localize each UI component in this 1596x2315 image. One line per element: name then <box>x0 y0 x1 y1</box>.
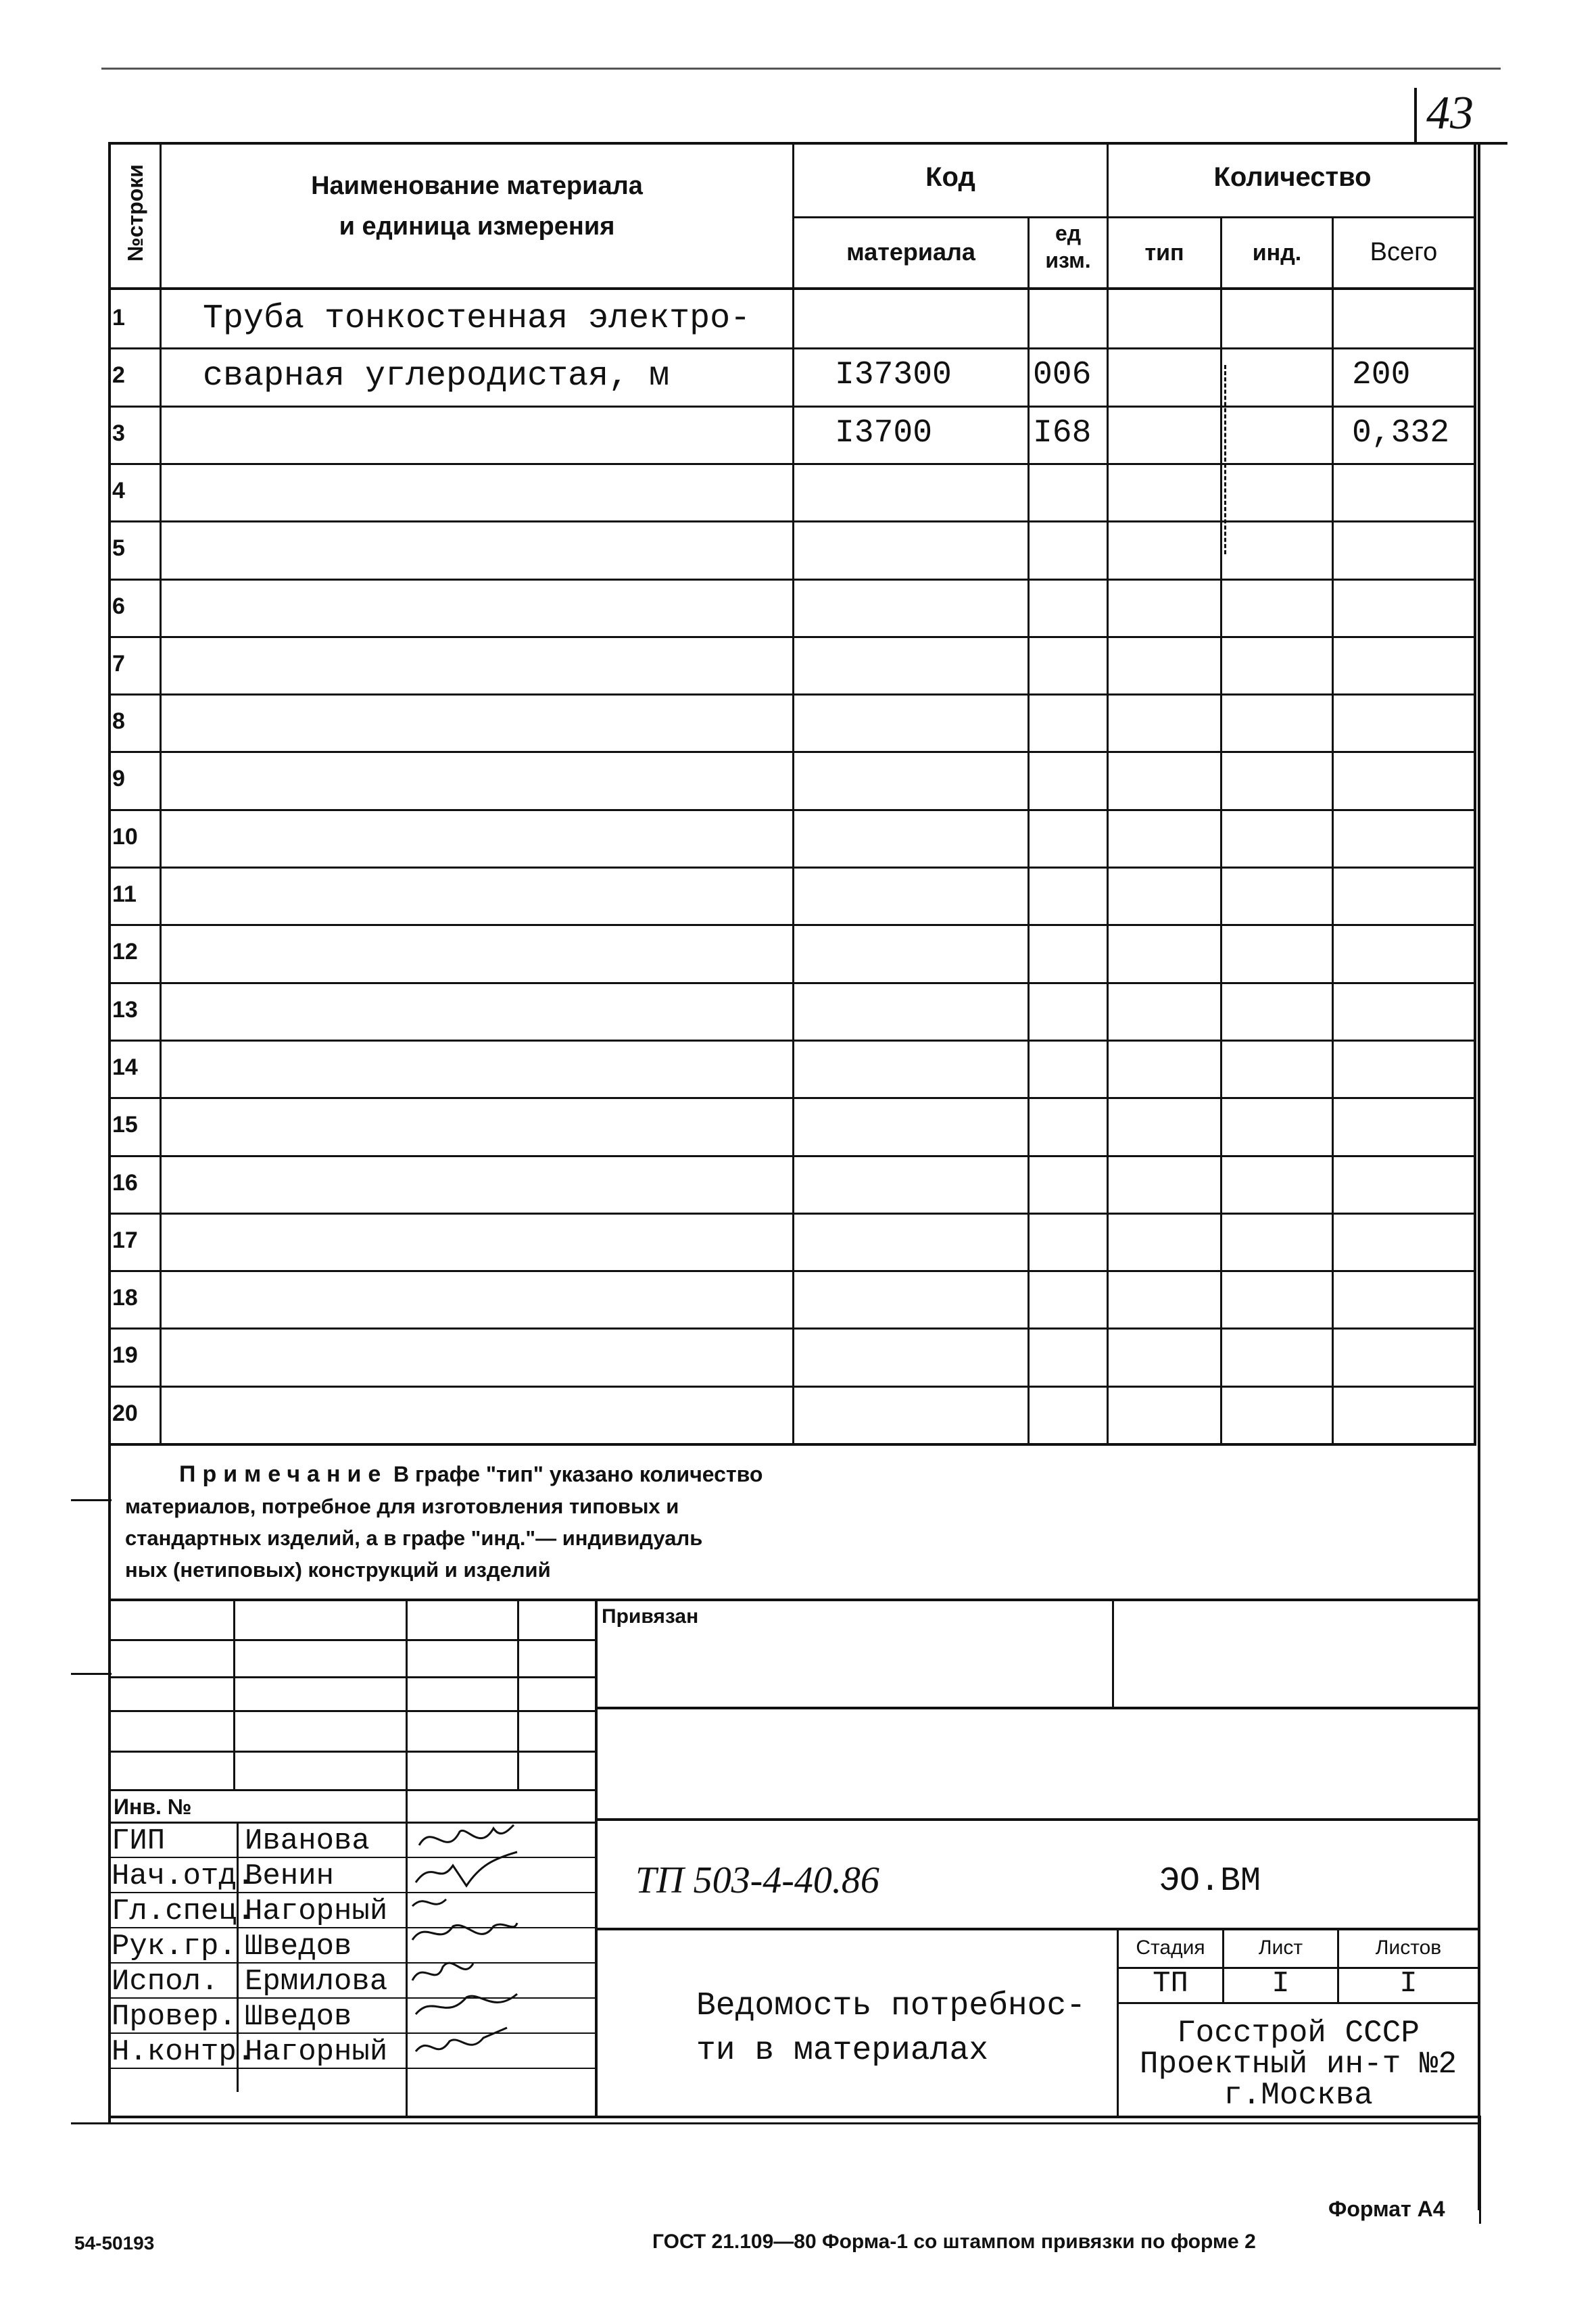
note-title: Примечание <box>179 1461 388 1487</box>
signatory-name: Шведов <box>245 1930 352 1964</box>
signatory-role: Гл.спец. <box>112 1895 255 1928</box>
row-number: 3 <box>112 420 125 446</box>
sheets-label: Листов <box>1375 1936 1442 1959</box>
signatory-role: Провер. <box>112 2000 237 2034</box>
doc-suffix: ЭО.ВМ <box>1159 1862 1261 1901</box>
row-number: 17 <box>112 1227 138 1253</box>
qty-type-header: тип <box>1144 240 1184 266</box>
code-material-header: материала <box>846 238 975 266</box>
signatory-name: Ермилова <box>245 1965 388 1999</box>
qty-total-header: Всего <box>1370 238 1438 266</box>
qty-ind-header: инд. <box>1252 240 1302 266</box>
row-number: 7 <box>112 651 125 677</box>
row-number: 18 <box>112 1285 138 1311</box>
sheet-title: Ведомость потребнос- ти в материалах <box>696 1988 1086 2069</box>
format-label: Формат А4 <box>1328 2197 1445 2221</box>
sheet-label: Лист <box>1258 1936 1303 1959</box>
stage-value: ТП <box>1153 1967 1188 2001</box>
material-code: I37300 <box>835 357 952 393</box>
material-code: I3700 <box>835 415 933 452</box>
gost-footer: ГОСТ 21.109—80 Форма-1 со штампом привязки по форме 2 <box>652 2231 1256 2253</box>
signatures-graphic <box>406 1818 521 2102</box>
row-number: 14 <box>112 1054 138 1080</box>
quantity-header: Количество <box>1213 162 1372 192</box>
code-header: Код <box>925 162 975 192</box>
signatory-name: Шведов <box>245 2000 352 2034</box>
signatory-name: Нагорный <box>245 1895 388 1928</box>
inv-number-label: Инв. № <box>114 1795 192 1819</box>
material-name: Труба тонкостенная электро- <box>203 299 751 338</box>
row-number: 12 <box>112 939 138 965</box>
name-header: Наименование материала и единица измерения <box>311 172 643 241</box>
signatory-role: Рук.гр. <box>112 1930 237 1964</box>
signatory-name: Венин <box>245 1859 335 1893</box>
row-number: 4 <box>112 478 125 504</box>
row-number: 16 <box>112 1170 138 1196</box>
unit-code: I68 <box>1033 415 1092 452</box>
row-number: 2 <box>112 362 125 388</box>
signatory-role: Нач.отд. <box>112 1859 255 1893</box>
material-name: сварная углеродистая, м <box>203 357 670 395</box>
row-number: 5 <box>112 535 125 561</box>
row-number: 9 <box>112 766 125 791</box>
signatory-name: Нагорный <box>245 2035 388 2069</box>
signatory-role: Испол. <box>112 1965 219 1999</box>
row-number: 11 <box>112 881 137 907</box>
signatory-role: Н.контр. <box>112 2035 255 2069</box>
qty-total: 0,332 <box>1352 415 1450 452</box>
organization: Госстрой СССР Проектный ин-т №2 г.Москва <box>1139 2016 1457 2113</box>
row-number: 19 <box>112 1342 138 1368</box>
signatory-name: Иванова <box>245 1824 370 1858</box>
qty-total: 200 <box>1352 357 1411 393</box>
footer-left-code: 54-50193 <box>74 2233 155 2253</box>
row-number: 1 <box>112 305 125 331</box>
sheet-value: I <box>1272 1967 1290 2001</box>
row-number: 10 <box>112 824 138 850</box>
row-number: 13 <box>112 997 138 1023</box>
note: Примечание В графе "тип" указано количество материалов, потребное для изготовления типовых и стандартных изделий, а в графе "инд."— индивидуаль ных (нетиповых) конструкций и изделий <box>125 1461 763 1582</box>
unit-code: 006 <box>1033 357 1092 393</box>
stage-label: Стадия <box>1136 1936 1205 1959</box>
sheets-value: I <box>1399 1967 1418 2001</box>
row-number: 15 <box>112 1112 138 1138</box>
page-number: 43 <box>1426 87 1474 139</box>
row-number: 20 <box>112 1400 138 1426</box>
doc-code: ТП 503-4-40.86 <box>635 1859 879 1901</box>
privyazan-label: Привязан <box>602 1605 699 1628</box>
row-number: 8 <box>112 708 125 734</box>
signatory-role: ГИП <box>112 1824 166 1858</box>
code-unit-header: ед изм. <box>1045 221 1091 272</box>
row-number: 6 <box>112 593 125 619</box>
row-number-header: №строки <box>123 164 147 262</box>
